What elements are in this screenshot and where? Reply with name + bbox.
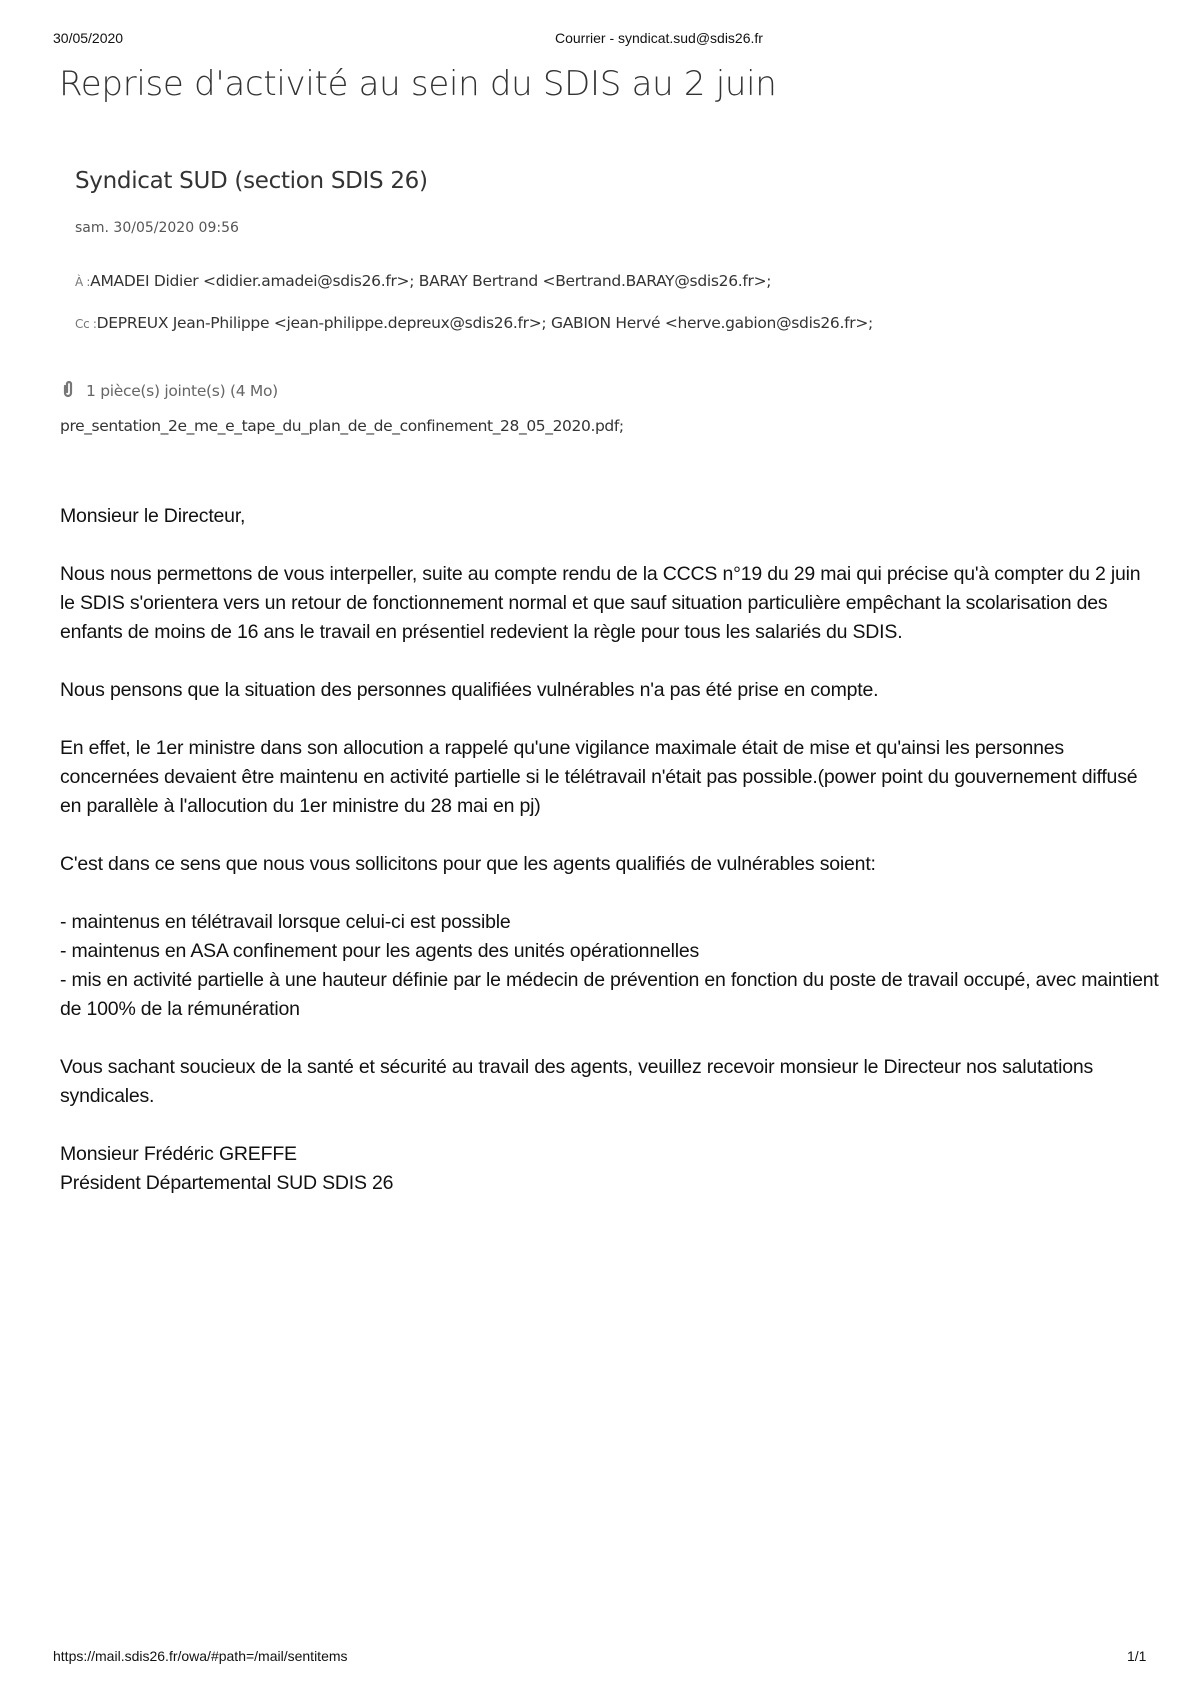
print-footer-page-number: 1/1 — [1127, 1648, 1147, 1664]
to-recipients — [75, 272, 771, 290]
print-footer-url: https://mail.sdis26.fr/owa/#path=/mail/sentitems — [53, 1648, 348, 1664]
email-subject: Reprise d'activité au sein du SDIS au 2 juin — [59, 64, 777, 104]
cc-list[interactable]: DEPREUX Jean-Philippe <jean-philippe.depreux@sdis26.fr>; GABION Hervé <herve.gabion@sdis26.fr>; — [96, 314, 873, 332]
body-paragraph: C'est dans ce sens que nous vous sollicitons pour que les agents qualifiés de vulnérables soient: — [60, 853, 876, 875]
cc-label: Cc : — [75, 317, 97, 331]
to-list[interactable]: AMADEI Didier <didier.amadei@sdis26.fr>; BARAY Bertrand <Bertrand.BARAY@sdis26.fr>; — [90, 272, 772, 290]
list-item: - maintenus en ASA confinement pour les agents des unités opérationnelles — [60, 940, 700, 962]
email-sent-date: sam. 30/05/2020 09:56 — [75, 220, 239, 236]
list-item: - maintenus en télétravail lorsque celui-ci est possible — [60, 911, 511, 933]
list-item: - mis en activité partielle à une hauteur définie par le médecin de prévention en fonction du poste de travail occupé, avec maintient de 100% de la rémunération — [60, 969, 1159, 1020]
body-paragraph: En effet, le 1er ministre dans son allocution a rappelé qu'une vigilance maximale était de mise et qu'ainsi les personnes concernées devaient être maintenu en activité partielle si le télétravail n'était pas possible.(power point du gouvernement diffusé en parallèle à l'allocution du 1er ministre du 28 mai en pj) — [60, 737, 1138, 817]
attachment-summary — [62, 380, 278, 402]
email-sender: Syndicat SUD (section SDIS 26) — [75, 168, 428, 194]
attachment-summary-text: 1 pièce(s) jointe(s) (4 Mo) — [86, 382, 278, 400]
signature-name: Monsieur Frédéric GREFFE — [60, 1143, 297, 1165]
print-header-date: 30/05/2020 — [53, 30, 124, 46]
attachment-filename-link[interactable]: pre_sentation_2e_me_e_tape_du_plan_de_de_confinement_28_05_2020.pdf; — [60, 417, 624, 435]
signature — [60, 1140, 1160, 1198]
print-header-title: Courrier - syndicat.sud@sdis26.fr — [555, 30, 763, 46]
body-paragraph: Nous nous permettons de vous interpeller, suite au compte rendu de la CCCS n°19 du 29 mai qui précise qu'à compter du 2 juin le SDIS s'orientera vers un retour de fonctionnement normal et que sauf situation particulière empêchant la scolarisation des enfants de moins de 16 ans le travail en présentiel redevient la règle pour tous les salariés du SDIS. — [60, 563, 1141, 643]
email-body — [60, 502, 1160, 1198]
paperclip-icon — [62, 380, 74, 402]
cc-recipients — [75, 314, 873, 332]
body-paragraph: Nous pensons que la situation des personnes qualifiées vulnérables n'a pas été prise en compte. — [60, 679, 879, 701]
signature-title: Président Départemental SUD SDIS 26 — [60, 1172, 394, 1194]
closing-paragraph: Vous sachant soucieux de la santé et sécurité au travail des agents, veuillez recevoir monsieur le Directeur nos salutations syndicales. — [60, 1056, 1094, 1107]
to-label: À : — [75, 275, 91, 289]
greeting: Monsieur le Directeur, — [60, 505, 246, 527]
request-list — [60, 908, 1160, 1024]
